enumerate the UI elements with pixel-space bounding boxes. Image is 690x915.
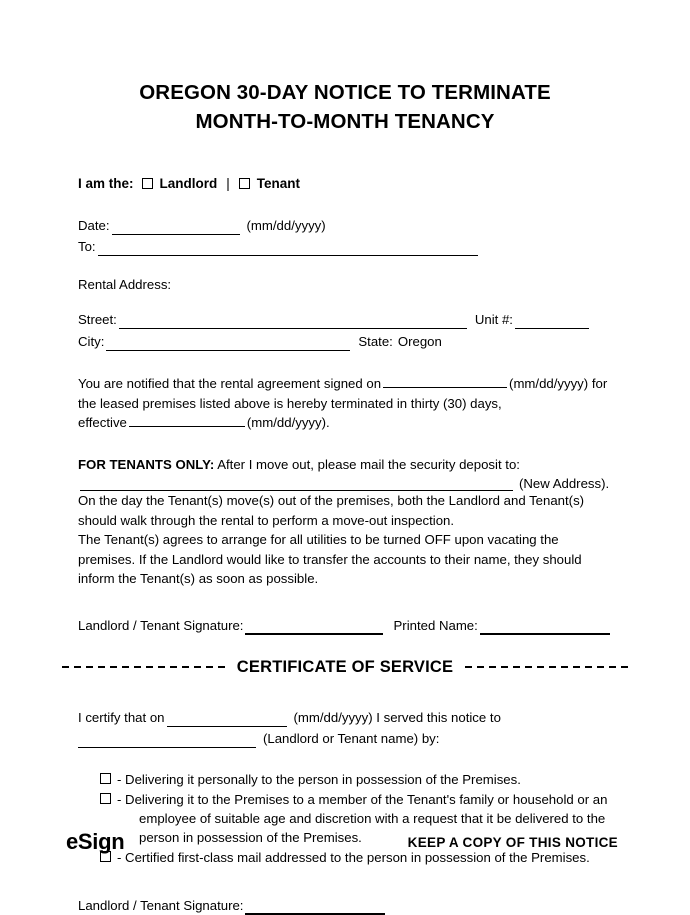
to-input[interactable] bbox=[98, 242, 478, 256]
tenants-only-section bbox=[78, 455, 612, 492]
page-title bbox=[78, 0, 612, 136]
keep-copy-note: KEEP A COPY OF THIS NOTICE bbox=[407, 834, 618, 850]
city-input[interactable] bbox=[106, 337, 350, 351]
checkbox-landlord-label: Landlord bbox=[159, 176, 218, 191]
new-address-note: (New Address). bbox=[519, 476, 610, 491]
signature-input-1[interactable] bbox=[245, 620, 382, 635]
moveout-paragraph: On the day the Tenant(s) move(s) out of the premises, both the Landlord and Tenant(s) should walk through the rental to perform a move-out inspection. bbox=[78, 493, 585, 528]
checkbox-delivery-personal[interactable] bbox=[100, 773, 111, 784]
to-row bbox=[78, 237, 612, 256]
effective-date-input[interactable] bbox=[129, 414, 245, 427]
esign-logo: eSign bbox=[66, 829, 125, 854]
tenants-only-line bbox=[78, 455, 612, 475]
role-separator: | bbox=[226, 176, 230, 191]
certificate-of-service-title: CERTIFICATE OF SERVICE bbox=[236, 657, 454, 676]
termination-notice-line-3 bbox=[78, 413, 612, 433]
signature-label-2: Landlord / Tenant Signature: bbox=[78, 897, 244, 913]
checkbox-delivery-household-text: - Delivering it to the Premises to a member of the Tenant's family or household or an bbox=[117, 791, 608, 807]
date-input[interactable] bbox=[112, 221, 240, 235]
checkbox-delivery-certified-mail-label: - Certified first-class mail addressed to the person in possession of the Premises. bbox=[117, 849, 590, 865]
street-label: Street: bbox=[78, 312, 117, 327]
city-label: City: bbox=[78, 334, 105, 349]
termination-notice-line-1 bbox=[78, 374, 612, 394]
to-label: To: bbox=[78, 239, 96, 254]
state-label: State: bbox=[358, 334, 393, 349]
notice-part-1: You are notified that the rental agreement signed on bbox=[78, 376, 382, 391]
new-address-row bbox=[78, 476, 612, 491]
checkbox-delivery-household-continuation: employee of suitable age and discretion with a request that it be delivered to the person in possession of the Premises. bbox=[139, 810, 606, 845]
new-address-input[interactable] bbox=[80, 477, 513, 491]
certify-row-2 bbox=[78, 729, 612, 748]
date-label: Date: bbox=[78, 218, 110, 233]
signature-row-1 bbox=[78, 616, 612, 635]
rental-address-label: Rental Address: bbox=[78, 277, 172, 292]
checkbox-delivery-household[interactable] bbox=[100, 793, 111, 804]
checkbox-landlord[interactable] bbox=[142, 178, 153, 189]
checkbox-tenant[interactable] bbox=[239, 178, 250, 189]
signature-input-2[interactable] bbox=[245, 900, 385, 915]
printed-name-label: Printed Name: bbox=[393, 617, 478, 633]
page-footer bbox=[66, 829, 618, 855]
signature-row-2 bbox=[78, 896, 612, 915]
notice-part-2: (mm/dd/yyyy) for bbox=[509, 376, 608, 391]
tenants-only-heading: FOR TENANTS ONLY: bbox=[78, 456, 215, 472]
state-value: Oregon bbox=[397, 334, 442, 349]
checkbox-tenant-label: Tenant bbox=[256, 176, 301, 191]
street-input[interactable] bbox=[119, 315, 467, 329]
certify-part-2: (mm/dd/yyyy) I served this notice to bbox=[293, 709, 501, 725]
certify-row-1 bbox=[78, 708, 612, 727]
title-line-1: OREGON 30-DAY NOTICE TO TERMINATE bbox=[139, 81, 551, 104]
checkbox-delivery-personal-label: - Delivering it personally to the person in possession of the Premises. bbox=[117, 771, 521, 787]
dashed-rule-left bbox=[62, 666, 225, 668]
certify-part-1: I certify that on bbox=[78, 709, 165, 725]
certificate-of-service-header bbox=[78, 658, 612, 677]
termination-notice bbox=[78, 374, 612, 433]
effective-format-hint: (mm/dd/yyyy). bbox=[246, 415, 330, 430]
utilities-paragraph: The Tenant(s) agrees to arrange for all utilities to be turned OFF upon vacating the premises. If the Landlord would like to transfer the accounts to their name, they should inform the Tenant(s) as soon as possible. bbox=[78, 532, 582, 586]
unit-input[interactable] bbox=[515, 315, 589, 329]
document-content bbox=[78, 0, 612, 915]
effective-label: effective bbox=[78, 415, 127, 430]
certify-part-3: (Landlord or Tenant name) by: bbox=[263, 730, 440, 746]
tenants-only-text: After I move out, please mail the security deposit to: bbox=[217, 456, 520, 472]
signed-date-input[interactable] bbox=[383, 375, 507, 388]
date-format-hint: (mm/dd/yyyy) bbox=[246, 218, 326, 233]
certify-date-input[interactable] bbox=[167, 713, 287, 727]
printed-name-input[interactable] bbox=[480, 620, 610, 635]
city-row bbox=[78, 332, 612, 351]
served-name-input[interactable] bbox=[78, 734, 256, 748]
date-row bbox=[78, 216, 612, 235]
title-line-2: MONTH-TO-MONTH TENANCY bbox=[195, 110, 495, 133]
role-selector-label: I am the: bbox=[78, 176, 134, 191]
signature-label-1: Landlord / Tenant Signature: bbox=[78, 617, 244, 633]
unit-label: Unit #: bbox=[474, 312, 513, 327]
termination-notice-line-2: the leased premises listed above is hereby terminated in thirty (30) days, bbox=[78, 395, 502, 411]
role-selector bbox=[78, 176, 612, 191]
street-row bbox=[78, 310, 612, 329]
list-item bbox=[100, 770, 612, 789]
dashed-rule-right bbox=[465, 666, 628, 668]
